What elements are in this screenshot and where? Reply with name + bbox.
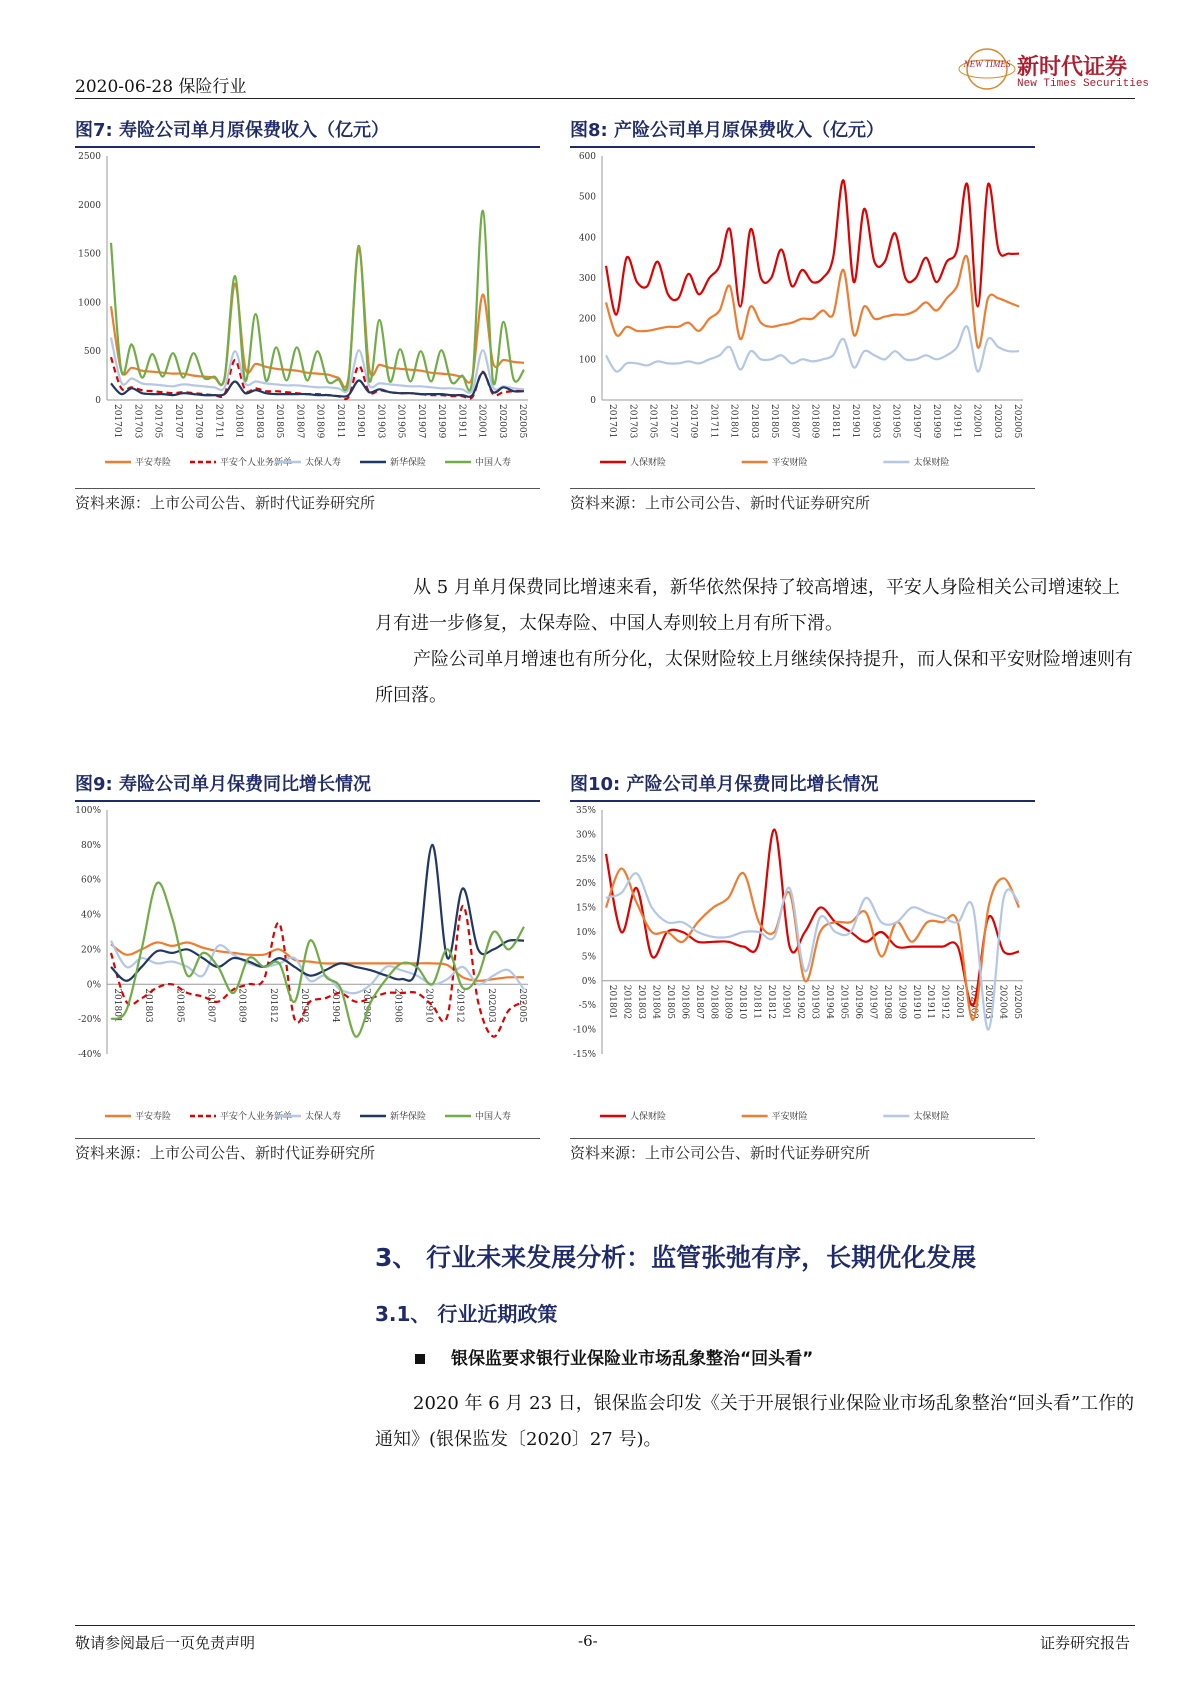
x-tick-label: 202003 — [983, 984, 994, 1020]
x-tick-label: 201908 — [392, 988, 403, 1023]
series-line-平安寿险 — [111, 249, 524, 388]
y-tick-label: 400 — [578, 233, 596, 244]
x-tick-label: 201904 — [823, 984, 834, 1020]
y-tick-label: 20% — [575, 879, 596, 890]
figure-10-title: 图10: 产险公司单月保费同比增长情况 — [570, 774, 879, 795]
figure-9-title: 图9: 寿险公司单月保费同比增长情况 — [75, 774, 371, 795]
figure-8-chart — [570, 150, 1035, 480]
x-tick-label: 201802 — [621, 984, 632, 1020]
figure-9-top-rule — [75, 800, 540, 802]
y-tick-label: 20% — [80, 945, 101, 956]
header-date-section: 2020-06-28 保险行业 — [75, 77, 247, 97]
section-heading: 3、 行业未来发展分析：监管张弛有序，长期优化发展 — [375, 1243, 977, 1272]
x-tick-label: 201908 — [881, 984, 892, 1020]
x-tick-label: 201701 — [112, 404, 122, 439]
x-tick-label: 201803 — [253, 404, 264, 439]
legend-label: 人保财险 — [630, 458, 667, 468]
x-tick-label: 202003 — [485, 988, 496, 1023]
x-tick-label: 201811 — [751, 984, 762, 1020]
x-tick-label: 201812 — [267, 988, 278, 1023]
figure-8-source: 资料来源：上市公司公告、新时代证券研究所 — [570, 494, 871, 512]
legend-label: 太保财险 — [913, 458, 950, 468]
y-tick-label: 5% — [581, 952, 596, 963]
x-tick-label: 201903 — [809, 984, 820, 1020]
x-tick-label: 201805 — [664, 984, 675, 1020]
x-tick-label: 201909 — [436, 404, 446, 439]
y-tick-label: 500 — [83, 347, 101, 358]
company-logo-icon — [957, 46, 1017, 92]
x-tick-label: 201904 — [330, 988, 341, 1023]
figure-8-title: 图8: 产险公司单月原保费收入（亿元） — [570, 120, 884, 141]
x-tick-label: 201905 — [838, 984, 849, 1020]
series-line-太保财险 — [606, 326, 1019, 371]
series-line-太保人寿 — [111, 338, 524, 393]
bullet-square-icon — [415, 1354, 425, 1364]
footer-disclaimer: 敬请参阅最后一页免责声明 — [75, 1634, 256, 1652]
y-tick-label: 600 — [578, 152, 596, 162]
x-tick-label: 201812 — [766, 984, 777, 1020]
legend-label: 平安寿险 — [135, 1112, 172, 1122]
y-tick-label: -10% — [572, 1025, 596, 1036]
figure-10-top-rule — [570, 800, 1035, 802]
x-tick-label: 201907 — [867, 984, 878, 1020]
series-line-人保财险 — [606, 180, 1019, 314]
y-tick-label: 2500 — [78, 152, 101, 162]
x-tick-label: 201901 — [850, 404, 860, 439]
x-tick-label: 201811 — [334, 404, 345, 439]
x-tick-label: 201901 — [780, 984, 791, 1020]
legend-label: 新华保险 — [390, 1112, 427, 1122]
figure-7-chart — [75, 150, 540, 480]
legend-label: 中国人寿 — [475, 1112, 512, 1122]
y-tick-label: 200 — [578, 314, 596, 325]
y-tick-label: 25% — [575, 854, 596, 865]
y-tick-label: 2000 — [78, 200, 101, 211]
footer-report-type: 证券研究报告 — [1040, 1634, 1131, 1652]
x-tick-label: 201803 — [748, 404, 759, 439]
x-tick-label: 201709 — [688, 404, 698, 439]
x-tick-label: 201912 — [939, 984, 950, 1020]
x-tick-label: 202005 — [1012, 984, 1022, 1020]
x-tick-label: 201703 — [132, 404, 143, 439]
subsection-heading: 3.1、 行业近期政策 — [375, 1302, 558, 1326]
x-tick-label: 202003 — [991, 404, 1002, 439]
series-line-新华保险 — [111, 845, 524, 981]
x-tick-label: 201907 — [910, 404, 921, 439]
x-tick-label: 201807 — [294, 404, 305, 439]
x-tick-label: 201711 — [708, 404, 719, 439]
figure-9-source: 资料来源：上市公司公告、新时代证券研究所 — [75, 1144, 376, 1162]
x-tick-label: 201911 — [925, 984, 936, 1020]
x-tick-label: 201709 — [193, 404, 203, 439]
x-tick-label: 202004 — [997, 984, 1008, 1020]
body-paragraph-2: 产险公司单月增速也有所分化，太保财险较上月继续保持提升，而人保和平安财险增速则有所回落。 — [375, 649, 1133, 706]
y-tick-label: -40% — [77, 1050, 101, 1060]
y-tick-label: 1500 — [78, 249, 101, 260]
x-tick-label: 201910 — [910, 984, 921, 1020]
x-tick-label: 201805 — [274, 404, 284, 439]
y-tick-label: 1000 — [78, 298, 101, 309]
x-tick-label: 202003 — [496, 404, 507, 439]
x-tick-label: 201909 — [896, 984, 907, 1020]
x-tick-label: 201911 — [456, 404, 467, 439]
x-tick-label: 201809 — [236, 988, 247, 1023]
footer-divider — [75, 1625, 1135, 1626]
legend-label: 太保财险 — [913, 1112, 950, 1122]
x-tick-label: 201907 — [415, 404, 426, 439]
footer-page-number: -6- — [578, 1632, 598, 1650]
y-tick-label: 10% — [575, 928, 596, 938]
y-tick-label: 100% — [75, 806, 101, 816]
x-tick-label: 202001 — [971, 404, 982, 439]
bullet-item — [415, 1344, 813, 1369]
x-tick-label: 202005 — [1012, 404, 1022, 439]
y-tick-label: 80% — [80, 840, 101, 851]
y-tick-label: 60% — [80, 875, 101, 886]
x-tick-label: 201808 — [708, 984, 719, 1020]
x-tick-label: 201705 — [152, 404, 163, 439]
x-tick-label: 201901 — [355, 404, 365, 439]
x-tick-label: 202001 — [476, 404, 487, 439]
y-tick-label: 0% — [86, 980, 101, 991]
x-tick-label: 202005 — [517, 404, 527, 439]
logo-name-cn: 新时代证券 — [1017, 55, 1128, 80]
y-tick-label: 15% — [575, 903, 596, 914]
figure-10-bottom-rule — [570, 1138, 1035, 1139]
x-tick-label: 201804 — [650, 984, 661, 1020]
legend-label: 太保人寿 — [305, 458, 342, 468]
x-tick-label: 201805 — [769, 404, 779, 439]
x-tick-label: 201705 — [647, 404, 658, 439]
y-tick-label: 30% — [575, 830, 596, 841]
y-tick-label: -15% — [572, 1050, 596, 1060]
x-tick-label: 201703 — [627, 404, 638, 439]
x-tick-label: 201809 — [314, 404, 325, 439]
series-line-平安个人业务新单 — [111, 357, 524, 399]
legend-label: 平安财险 — [771, 1112, 808, 1122]
legend-label: 新华保险 — [390, 458, 427, 468]
y-tick-label: -20% — [77, 1015, 101, 1026]
legend-label: 平安财险 — [771, 458, 808, 468]
y-tick-label: 500 — [578, 192, 596, 203]
x-tick-label: 201906 — [361, 988, 372, 1023]
x-tick-label: 201909 — [931, 404, 941, 439]
x-tick-label: 201903 — [375, 404, 386, 439]
x-tick-label: 201807 — [693, 984, 704, 1020]
body-paragraph-1: 从 5 月单月保费同比增速来看，新华依然保持了较高增速，平安人身险相关公司增速较上月有进一步修复，太保寿险、中国人寿则较上月有所下滑。 — [375, 577, 1120, 634]
y-tick-label: 40% — [80, 910, 101, 921]
x-tick-label: 201912 — [454, 988, 465, 1023]
series-line-平安财险 — [606, 256, 1019, 348]
x-tick-label: 201902 — [795, 984, 806, 1020]
x-tick-label: 201701 — [607, 404, 617, 439]
y-tick-label: 35% — [575, 806, 596, 816]
x-tick-label: 201810 — [737, 984, 748, 1020]
x-tick-label: 202002 — [968, 984, 979, 1020]
x-tick-label: 201805 — [174, 988, 185, 1023]
x-tick-label: 201801 — [728, 404, 739, 439]
figure-7-source: 资料来源：上市公司公告、新时代证券研究所 — [75, 494, 376, 512]
y-tick-label: 0 — [590, 396, 596, 406]
x-tick-label: 201902 — [298, 988, 309, 1023]
legend-label: 平安个人业务新单 — [220, 1112, 293, 1122]
x-tick-label: 201803 — [635, 984, 646, 1020]
figure-7-bottom-rule — [75, 488, 540, 489]
x-tick-label: 201711 — [213, 404, 224, 439]
y-tick-label: 0% — [581, 976, 596, 987]
figure-7-title: 图7: 寿险公司单月原保费收入（亿元） — [75, 120, 389, 141]
figure-7-top-rule — [75, 146, 540, 148]
figure-10-source: 资料来源：上市公司公告、新时代证券研究所 — [570, 1144, 871, 1162]
series-line-中国人寿 — [111, 211, 524, 391]
x-tick-label: 201806 — [679, 984, 690, 1020]
x-tick-label: 201803 — [143, 988, 154, 1023]
x-tick-label: 201906 — [852, 984, 863, 1020]
x-tick-label: 201707 — [667, 404, 678, 439]
x-tick-label: 201910 — [423, 988, 434, 1023]
legend-label: 太保人寿 — [305, 1112, 342, 1122]
x-tick-label: 201707 — [172, 404, 183, 439]
body-paragraph-3: 2020 年 6 月 23 日，银保监会印发《关于开展银行业保险业市场乱象整治“回头看”工作的通知》(银保监发〔2020〕27 号)。 — [375, 1393, 1135, 1450]
x-tick-label: 201801 — [607, 984, 617, 1020]
legend-label: 平安个人业务新单 — [220, 458, 293, 468]
y-tick-label: -5% — [578, 1001, 596, 1012]
logo-name-en: New Times Securities — [1017, 78, 1150, 90]
x-tick-label: 201905 — [890, 404, 901, 439]
y-tick-label: 0 — [95, 396, 101, 406]
x-tick-label: 202001 — [954, 984, 965, 1020]
x-tick-label: 201905 — [395, 404, 406, 439]
y-tick-label: 100 — [578, 355, 596, 366]
x-tick-label: 201801 — [112, 988, 122, 1023]
logo-mark-text: NEW TIMES — [963, 59, 1011, 69]
bullet-heading: 银保监要求银行业保险业市场乱象整治“回头看” — [451, 1349, 814, 1369]
figure-10-chart — [570, 804, 1035, 1134]
x-tick-label: 201809 — [722, 984, 733, 1020]
figure-9-chart — [75, 804, 540, 1134]
x-tick-label: 202005 — [517, 988, 527, 1023]
x-tick-label: 201807 — [789, 404, 800, 439]
header-divider — [75, 98, 1135, 99]
figure-9-bottom-rule — [75, 1138, 540, 1139]
x-tick-label: 201811 — [829, 404, 840, 439]
legend-label: 中国人寿 — [475, 458, 512, 468]
legend-label: 平安寿险 — [135, 458, 172, 468]
x-tick-label: 201809 — [809, 404, 820, 439]
x-tick-label: 201911 — [951, 404, 962, 439]
x-tick-label: 201903 — [870, 404, 881, 439]
figure-8-top-rule — [570, 146, 1035, 148]
legend-label: 人保财险 — [630, 1112, 667, 1122]
y-tick-label: 300 — [578, 274, 596, 284]
figure-8-bottom-rule — [570, 488, 1035, 489]
x-tick-label: 201807 — [205, 988, 216, 1023]
x-tick-label: 201801 — [233, 404, 244, 439]
